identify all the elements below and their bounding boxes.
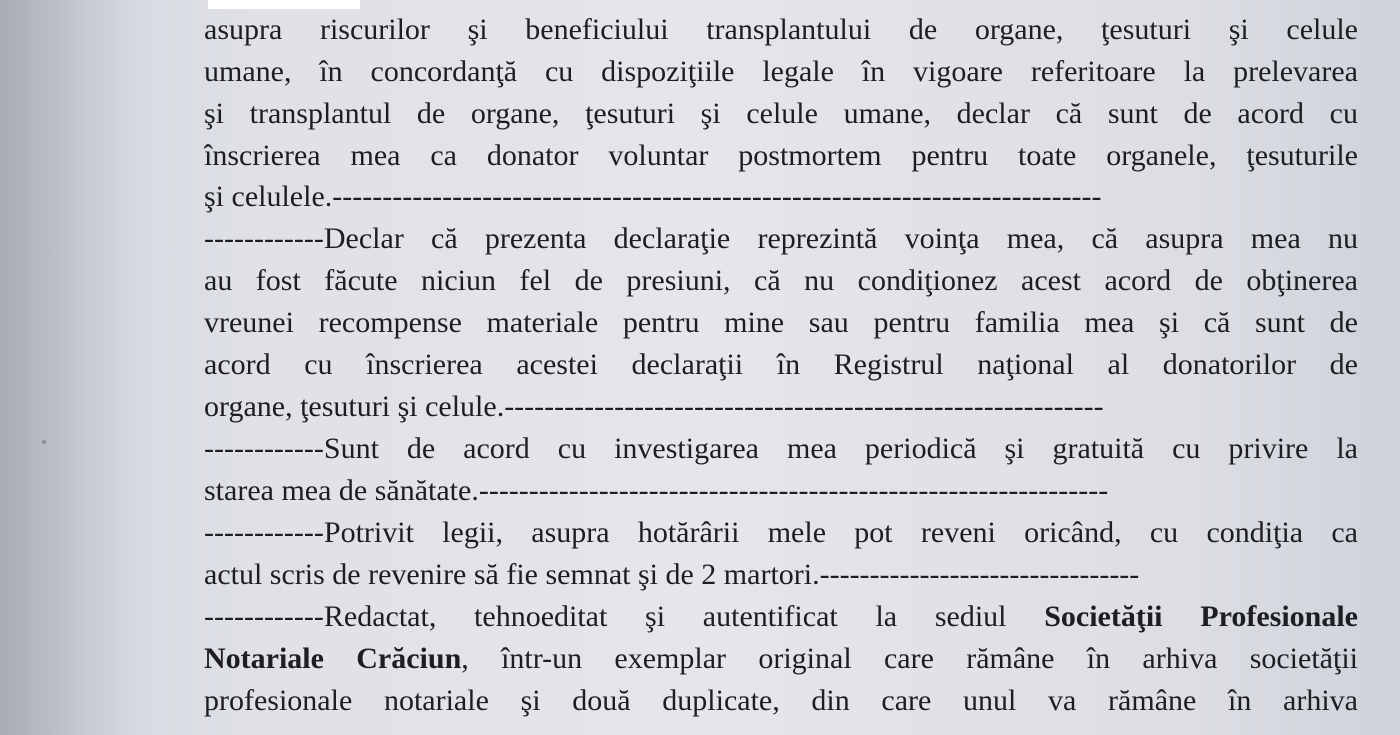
text-line: acord cu înscrierea acestei declaraţii în Registrul naţional al donatorilor de [204, 348, 1358, 381]
line-rest: , într-un exemplar original care rămâne în arhiva societăţii [461, 642, 1358, 675]
page-shadow [0, 0, 140, 735]
text-line: profesionale notariale şi două duplicate, din care unul va rămâne în arhiva [204, 684, 1358, 717]
text-line: umane, în concordanţă cu dispoziţiile legale în vigoare referitoare la prelevarea [204, 55, 1358, 88]
text-line: ------------Declar că prezenta declaraţie reprezintă voinţa mea, că asupra mea nu [204, 222, 1358, 255]
text-line-notary-name [204, 638, 1358, 680]
text-line: vreunei recompense materiale pentru mine sau pentru familia mea şi că sunt de [204, 306, 1358, 339]
text-line: starea mea de sănătate.--------------------------------------------------------------- [204, 474, 1109, 507]
notary-name-part1: Societăţii Profesionale [1044, 600, 1358, 633]
notary-name-part2: Notariale Crăciun [204, 642, 462, 675]
redaction-mark [208, 0, 360, 9]
text-line-notary-office [204, 596, 1358, 638]
text-line: ------------Sunt de acord cu investigarea mea periodică şi gratuită cu privire la [204, 432, 1358, 465]
text-line: au fost făcute niciun fel de presiuni, că nu condiţionez acest acord de obţinerea [204, 264, 1358, 297]
text-line: şi celulele.----------------------------------------------------------------------------- [204, 180, 1102, 213]
text-line: ------------Potrivit legii, asupra hotărârii mele pot reveni oricând, cu condiţia ca [204, 516, 1358, 549]
text-line: actul scris de revenire să fie semnat şi de 2 martori.-------------------------------- [204, 558, 1140, 591]
text-line: şi transplantul de organe, ţesuturi şi celule umane, declar că sunt de acord cu [204, 97, 1358, 130]
paper-speck [42, 440, 46, 444]
text-line: asupra riscurilor şi beneficiului transplantului de organe, ţesuturi şi celule [204, 13, 1358, 46]
line-prefix: ------------Redactat, tehnoeditat şi autentificat la sediul [204, 600, 1045, 633]
text-line: organe, ţesuturi şi celule.------------------------------------------------------------ [204, 390, 1104, 423]
text-line: înscrierea mea ca donator voluntar postmortem pentru toate organele, ţesuturile [204, 139, 1358, 172]
